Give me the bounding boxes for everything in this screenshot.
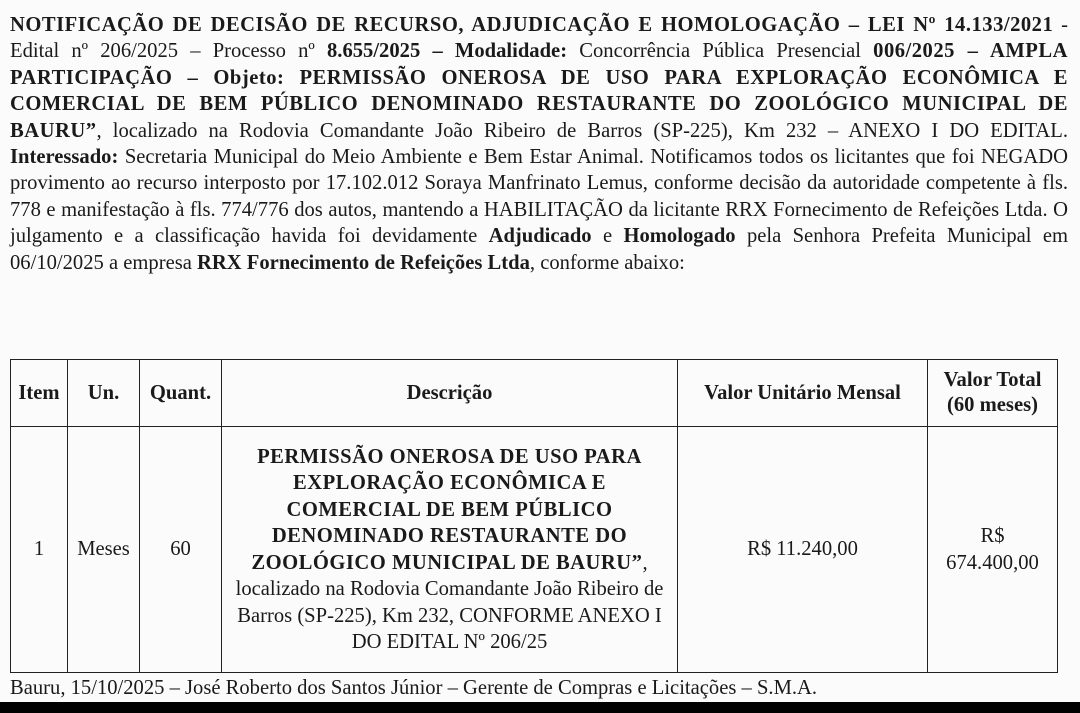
bottom-bar	[0, 702, 1080, 713]
header-valor-unitario: Valor Unitário Mensal	[678, 360, 928, 427]
adjudicado-text: Adjudicado	[488, 225, 592, 248]
modalidade-label: – Modalidade:	[432, 40, 568, 63]
header-un: Un.	[68, 360, 140, 427]
object-text: 006/2025 – AMPLA PARTICIPAÇÃO – Objeto: PERMISSÃO ONEROSA DE USO PARA EXPLORAÇÃO ECONÔMICA E COMERCIAL DE BEM PÚBLICO DENOMINADO RESTAURANTE DO ZOOLÓGICO MUNICIPAL DE BAURU”	[10, 40, 1068, 142]
table-row	[11, 427, 1058, 673]
processo-number: 8.655/2025	[327, 40, 421, 63]
cell-quant: 60	[140, 427, 222, 673]
notice-title: NOTIFICAÇÃO DE DECISÃO DE RECURSO, ADJUDICAÇÃO E HOMOLOGAÇÃO – LEI Nº 14.133/2021	[10, 14, 1054, 36]
table-header-row	[11, 360, 1058, 427]
interessado-label: Interessado:	[10, 146, 119, 169]
cell-valor-unitario: R$ 11.240,00	[678, 427, 928, 673]
processo-label: Processo nº	[212, 40, 315, 63]
pela-text: pela Senhora Prefeita Municipal em 06/10/2025 a empresa	[10, 225, 1068, 274]
cell-valor-total: R$ 674.400,00	[928, 427, 1058, 673]
descricao-rest: , localizado na Rodovia Comandante João Ribeiro de Barros (SP-225), Km 232, CONFORME ANEXO I DO EDITAL Nº 206/25	[235, 551, 664, 653]
descricao-bold: PERMISSÃO ONEROSA DE USO PARA EXPLORAÇÃO ECONÔMICA E COMERCIAL DE BEM PÚBLICO DENOMINADO RESTAURANTE DO ZOOLÓGICO MUNICIPAL DE BAURU”	[251, 445, 643, 574]
header-item: Item	[11, 360, 68, 427]
cell-un: Meses	[68, 427, 140, 673]
modalidade-text: Concorrência Pública Presencial	[579, 40, 861, 63]
anexo-text: ANEXO I DO EDITAL.	[848, 119, 1069, 142]
homologado-text: Homologado	[623, 225, 736, 248]
cell-descricao	[222, 427, 678, 673]
items-table	[10, 359, 1058, 673]
company-name: RRX Fornecimento de Refeições Ltda	[197, 251, 530, 274]
cell-item: 1	[11, 427, 68, 673]
conjunction-text: e	[602, 225, 613, 248]
notice-body	[10, 12, 1068, 276]
location-text: , localizado na Rodovia Comandante João Ribeiro de Barros (SP-225), Km 232 –	[96, 119, 839, 142]
header-valor-total: Valor Total (60 meses)	[928, 360, 1058, 427]
edital-number: - Edital nº 206/2025 –	[10, 14, 1068, 63]
interessado-text: Secretaria Municipal do Meio Ambiente e Bem Estar Animal. Notificamos todos os licitantes que foi NEGADO provimento ao recurso interposto por 17.102.012 Soraya Manfrinato Lemus, conforme decisão da autoridade competente à fls. 778 e manifestação à fls. 774/776 dos autos, mantendo a HABILITAÇÃO da licitante RRX Fornecimento de Refeições Ltda. O julgamento e a classificação havida foi devidamente	[10, 146, 1068, 248]
header-descricao: Descrição	[222, 360, 678, 427]
conforme-text: , conforme abaixo:	[529, 251, 685, 274]
signature-line: Bauru, 15/10/2025 – José Roberto dos Santos Júnior – Gerente de Compras e Licitações – S.M.A.	[10, 677, 818, 699]
header-quant: Quant.	[140, 360, 222, 427]
